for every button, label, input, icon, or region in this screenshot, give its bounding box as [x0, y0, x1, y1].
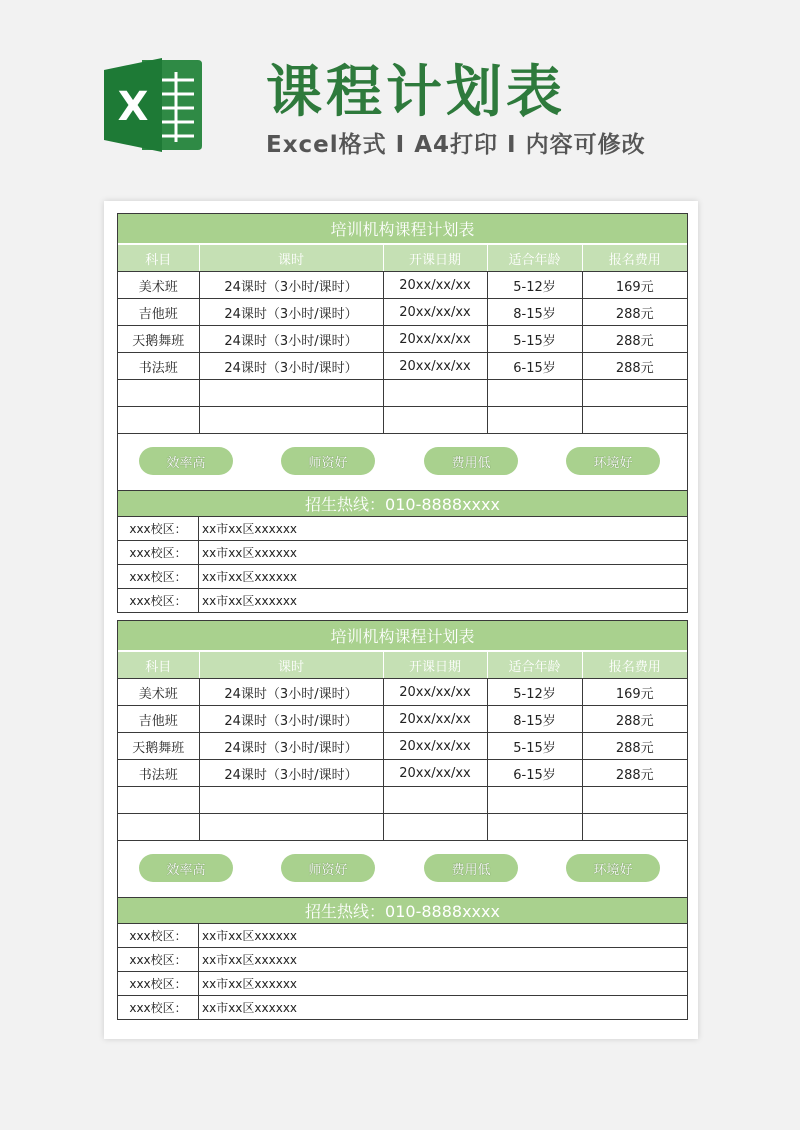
- page-title: 课程计划表: [266, 60, 566, 125]
- table-cell[interactable]: 20xx/xx/xx: [383, 272, 487, 299]
- campus-row: [118, 517, 687, 541]
- page-subtitle: Excel格式 I A4打印 I 内容可修改: [266, 132, 646, 158]
- table-row: [118, 760, 687, 787]
- block-title: 培训机构课程计划表: [118, 620, 687, 651]
- empty-cell[interactable]: [487, 407, 582, 434]
- table-cell[interactable]: 5-12岁: [487, 679, 582, 706]
- empty-cell[interactable]: [383, 787, 487, 814]
- campus-name[interactable]: xxx校区：: [118, 924, 199, 948]
- empty-cell[interactable]: [487, 787, 582, 814]
- table-cell[interactable]: 288元: [582, 760, 687, 787]
- feature-pills: [118, 434, 687, 491]
- table-cell[interactable]: 20xx/xx/xx: [383, 299, 487, 326]
- table-cell[interactable]: 吉他班: [118, 706, 199, 733]
- campus-row: [118, 541, 687, 565]
- campus-name[interactable]: xxx校区：: [118, 589, 199, 613]
- table-cell[interactable]: 24课时（3小时/课时）: [199, 299, 383, 326]
- table-cell[interactable]: 288元: [582, 299, 687, 326]
- feature-pill: 师资好: [281, 854, 375, 882]
- table-cell[interactable]: 6-15岁: [487, 353, 582, 380]
- feature-pill: 费用低: [424, 447, 518, 475]
- feature-pill: 师资好: [281, 447, 375, 475]
- table-row: [118, 326, 687, 353]
- course-table: [118, 244, 687, 434]
- campus-address[interactable]: xx市xx区xxxxxx: [199, 948, 688, 972]
- table-cell[interactable]: 美术班: [118, 679, 199, 706]
- table-cell[interactable]: 20xx/xx/xx: [383, 706, 487, 733]
- table-cell[interactable]: 书法班: [118, 353, 199, 380]
- table-header-row: [118, 652, 687, 679]
- table-cell[interactable]: 8-15岁: [487, 706, 582, 733]
- table-cell[interactable]: 吉他班: [118, 299, 199, 326]
- empty-row: [118, 787, 687, 814]
- table-cell[interactable]: 24课时（3小时/课时）: [199, 760, 383, 787]
- table-cell[interactable]: 书法班: [118, 760, 199, 787]
- feature-pill: 效率高: [139, 854, 233, 882]
- empty-row: [118, 407, 687, 434]
- feature-pill: 环境好: [566, 854, 660, 882]
- excel-logo-letter: X: [117, 84, 149, 130]
- document-sheet: [104, 201, 698, 1039]
- empty-cell[interactable]: [383, 814, 487, 841]
- campus-address[interactable]: xx市xx区xxxxxx: [199, 924, 688, 948]
- table-cell[interactable]: 24课时（3小时/课时）: [199, 326, 383, 353]
- table-cell[interactable]: 288元: [582, 733, 687, 760]
- empty-cell[interactable]: [199, 380, 383, 407]
- campus-table: [118, 924, 687, 1020]
- column-header: 开课日期: [383, 245, 487, 272]
- table-row: [118, 706, 687, 733]
- table-header-row: [118, 245, 687, 272]
- campus-address[interactable]: xx市xx区xxxxxx: [199, 996, 688, 1020]
- campus-address[interactable]: xx市xx区xxxxxx: [199, 589, 688, 613]
- table-cell[interactable]: 24课时（3小时/课时）: [199, 272, 383, 299]
- table-cell[interactable]: 天鹅舞班: [118, 326, 199, 353]
- campus-name[interactable]: xxx校区：: [118, 948, 199, 972]
- table-cell[interactable]: 288元: [582, 326, 687, 353]
- campus-name[interactable]: xxx校区：: [118, 972, 199, 996]
- table-cell[interactable]: 20xx/xx/xx: [383, 353, 487, 380]
- course-plan-block: [117, 620, 688, 1020]
- empty-cell[interactable]: [582, 380, 687, 407]
- course-table: [118, 651, 687, 841]
- header: [0, 0, 800, 200]
- table-cell[interactable]: 24课时（3小时/课时）: [199, 353, 383, 380]
- table-cell[interactable]: 20xx/xx/xx: [383, 760, 487, 787]
- feature-pill: 环境好: [566, 447, 660, 475]
- table-row: [118, 733, 687, 760]
- empty-cell[interactable]: [487, 814, 582, 841]
- table-cell[interactable]: 20xx/xx/xx: [383, 326, 487, 353]
- campus-address[interactable]: xx市xx区xxxxxx: [199, 517, 688, 541]
- table-cell[interactable]: 24课时（3小时/课时）: [199, 706, 383, 733]
- feature-pill: 费用低: [424, 854, 518, 882]
- column-header: 报名费用: [582, 245, 687, 272]
- table-cell[interactable]: 288元: [582, 353, 687, 380]
- table-row: [118, 353, 687, 380]
- column-header: 开课日期: [383, 652, 487, 679]
- empty-cell[interactable]: [118, 814, 199, 841]
- empty-cell[interactable]: [118, 787, 199, 814]
- empty-row: [118, 380, 687, 407]
- table-cell[interactable]: 169元: [582, 679, 687, 706]
- campus-name[interactable]: xxx校区：: [118, 996, 199, 1020]
- campus-row: [118, 948, 687, 972]
- empty-cell[interactable]: [487, 380, 582, 407]
- table-cell[interactable]: 20xx/xx/xx: [383, 733, 487, 760]
- hotline-bar: 招生热线：010-8888xxxx: [118, 898, 687, 924]
- column-header: 适合年龄: [487, 652, 582, 679]
- table-cell[interactable]: 美术班: [118, 272, 199, 299]
- campus-address[interactable]: xx市xx区xxxxxx: [199, 565, 688, 589]
- empty-cell[interactable]: [199, 787, 383, 814]
- campus-name[interactable]: xxx校区：: [118, 565, 199, 589]
- table-row: [118, 272, 687, 299]
- empty-cell[interactable]: [199, 814, 383, 841]
- table-cell[interactable]: 8-15岁: [487, 299, 582, 326]
- table-cell[interactable]: 5-15岁: [487, 733, 582, 760]
- column-header: 课时: [199, 652, 383, 679]
- campus-name[interactable]: xxx校区：: [118, 517, 199, 541]
- empty-cell[interactable]: [383, 380, 487, 407]
- table-cell[interactable]: 169元: [582, 272, 687, 299]
- hotline-bar: 招生热线：010-8888xxxx: [118, 491, 687, 517]
- feature-pill: 效率高: [139, 447, 233, 475]
- empty-cell[interactable]: [582, 787, 687, 814]
- table-row: [118, 299, 687, 326]
- table-cell[interactable]: 5-15岁: [487, 326, 582, 353]
- table-cell[interactable]: 6-15岁: [487, 760, 582, 787]
- campus-row: [118, 565, 687, 589]
- column-header: 科目: [118, 245, 199, 272]
- campus-row: [118, 589, 687, 613]
- table-cell[interactable]: 天鹅舞班: [118, 733, 199, 760]
- column-header: 课时: [199, 245, 383, 272]
- table-cell[interactable]: 5-12岁: [487, 272, 582, 299]
- table-cell[interactable]: 24课时（3小时/课时）: [199, 733, 383, 760]
- empty-cell[interactable]: [582, 814, 687, 841]
- block-title: 培训机构课程计划表: [118, 213, 687, 244]
- column-header: 科目: [118, 652, 199, 679]
- campus-address[interactable]: xx市xx区xxxxxx: [199, 541, 688, 565]
- empty-cell[interactable]: [118, 407, 199, 434]
- empty-cell[interactable]: [118, 380, 199, 407]
- campus-row: [118, 924, 687, 948]
- excel-icon: [104, 56, 204, 154]
- feature-pills: [118, 841, 687, 898]
- table-cell[interactable]: 20xx/xx/xx: [383, 679, 487, 706]
- table-cell[interactable]: 288元: [582, 706, 687, 733]
- campus-name[interactable]: xxx校区：: [118, 541, 199, 565]
- empty-cell[interactable]: [199, 407, 383, 434]
- empty-cell[interactable]: [582, 407, 687, 434]
- course-plan-block: [117, 213, 688, 613]
- campus-table: [118, 517, 687, 613]
- column-header: 适合年龄: [487, 245, 582, 272]
- column-header: 报名费用: [582, 652, 687, 679]
- empty-cell[interactable]: [383, 407, 487, 434]
- campus-row: [118, 996, 687, 1020]
- empty-row: [118, 814, 687, 841]
- campus-address[interactable]: xx市xx区xxxxxx: [199, 972, 688, 996]
- campus-row: [118, 972, 687, 996]
- table-cell[interactable]: 24课时（3小时/课时）: [199, 679, 383, 706]
- table-row: [118, 679, 687, 706]
